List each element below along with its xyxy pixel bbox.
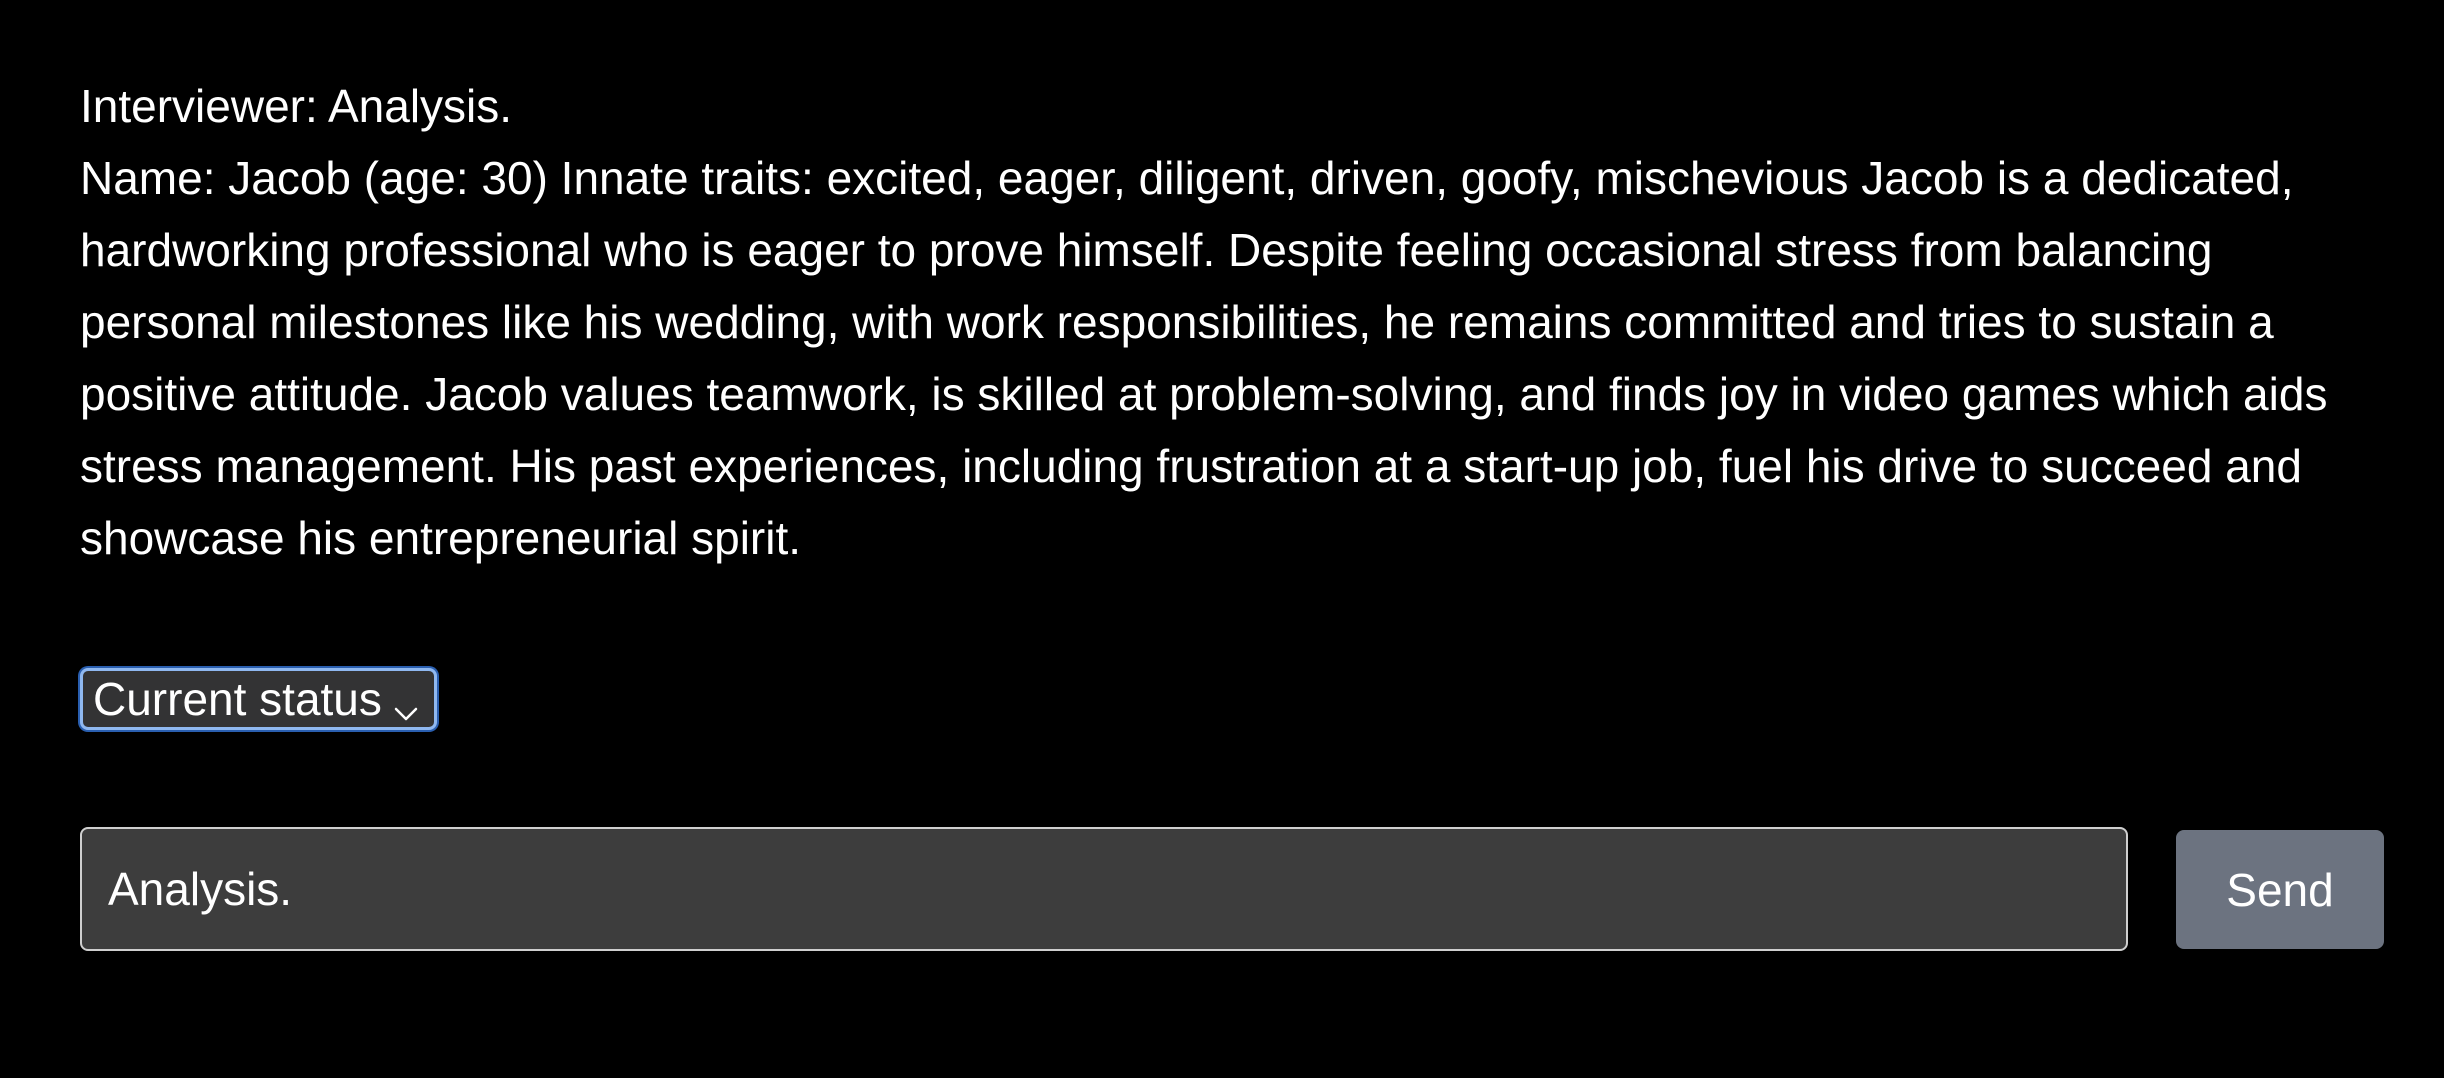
chevron-down-icon bbox=[392, 685, 420, 713]
send-button[interactable]: Send bbox=[2176, 830, 2384, 949]
persona-description: Name: Jacob (age: 30) Innate traits: excited, eager, diligent, driven, goofy, mischevious Jacob is a dedicated, hardworking professional who is eager to prove himself. Despite feeling occasional stress from balancing personal milestones like his wedding, with work responsibilities, he remains committed and tries to sustain a positive attitude. Jacob values teamwork, is skilled at problem-solving, and finds joy in video games which aids stress management. His past experiences, including frustration at a start-up job, fuel his drive to succeed and showcase his entrepreneurial spirit. bbox=[80, 152, 2328, 564]
current-status-label: Current status bbox=[93, 673, 382, 725]
current-status-select[interactable] bbox=[80, 668, 437, 730]
transcript bbox=[80, 70, 2400, 574]
message-input[interactable] bbox=[80, 827, 2128, 951]
interviewer-line: Interviewer: Analysis. bbox=[80, 80, 513, 132]
